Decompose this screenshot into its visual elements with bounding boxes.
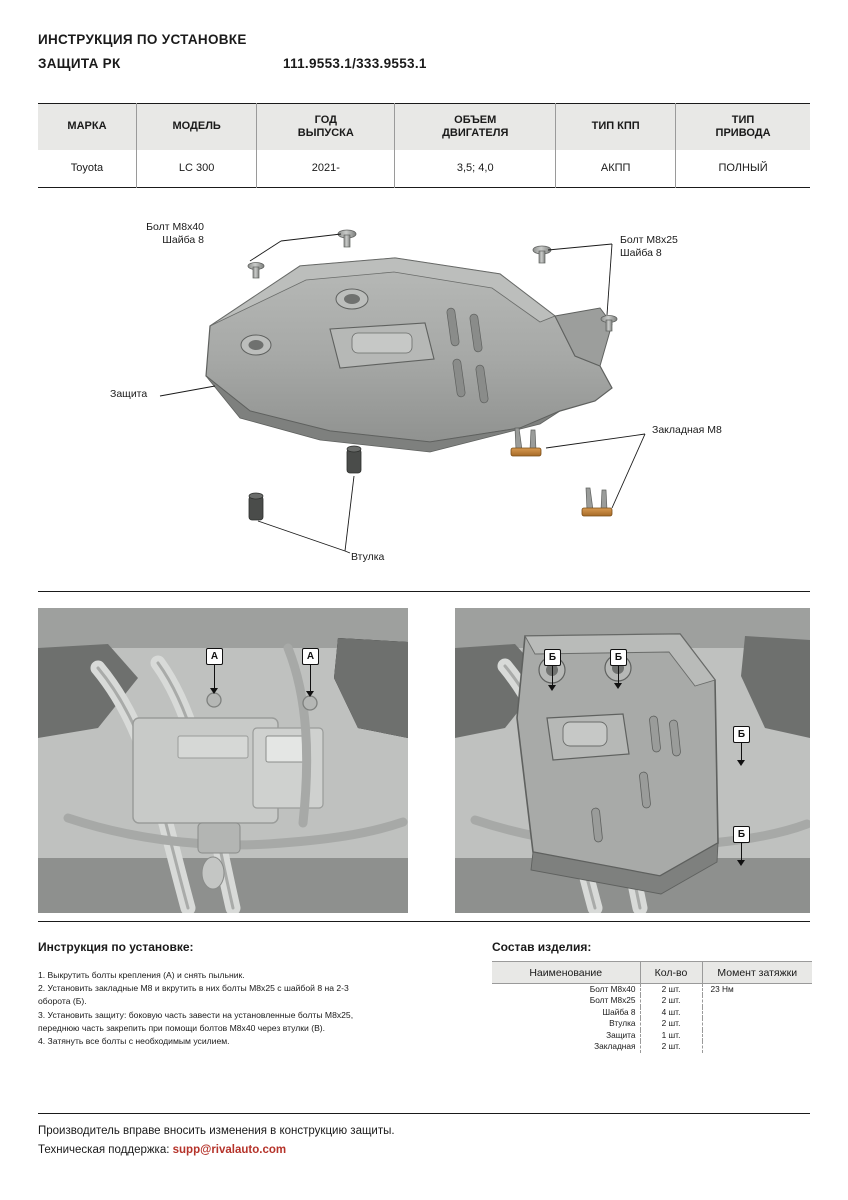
part-torque: 23 Нм [710, 984, 734, 994]
part-torque [702, 995, 812, 1007]
marker-leader-a-2 [310, 665, 311, 693]
photo-before-installation [38, 608, 408, 913]
photo-marker-a-2: A [302, 648, 319, 665]
spec-value-transmission: АКПП [556, 150, 676, 188]
footer-support-label: Техническая поддержка: [38, 1144, 170, 1156]
part-qty: 2 шт. [640, 984, 702, 996]
header-subtitle-row [38, 56, 810, 71]
instruction-step: 4. Затянуть все болты с необходимым усилием. [38, 1036, 230, 1047]
part-name: Защита [492, 1030, 640, 1042]
instruction-step: 2. Установить закладные М8 и вкрутить в них болты М8х25 с шайбой 8 на 2-3 [38, 983, 349, 994]
divider-bottom-photos [38, 921, 810, 922]
instruction-step: 3. Установить защиту: боковую часть завести на установленные болты М8х25, [38, 1009, 354, 1020]
product-code: 111.9553.1/333.9553.1 [283, 56, 427, 71]
document-footer [38, 1122, 810, 1160]
instruction-step-cont: оборота (Б). [38, 996, 87, 1007]
installation-instructions [38, 940, 468, 1048]
part-torque [702, 1030, 812, 1042]
spec-header-brand: МАРКА [38, 104, 136, 150]
parts-row [492, 1030, 812, 1042]
parts-row [492, 984, 812, 996]
part-name: Закладная [492, 1041, 640, 1053]
parts-row [492, 1007, 812, 1019]
vehicle-spec-table [38, 103, 810, 188]
footer-support-row [38, 1141, 810, 1160]
spec-value-engine: 3,5; 4,0 [395, 150, 556, 188]
spec-header-transmission: ТИП КПП [556, 104, 676, 150]
spec-header-year: ГОД ВЫПУСКА [257, 104, 395, 150]
marker-arrow-b-3 [737, 760, 745, 766]
label-shield: Защита [110, 388, 148, 400]
parts-header-row [492, 962, 812, 984]
spec-header-engine: ОБЪЕМ ДВИГАТЕЛЯ [395, 104, 556, 150]
spec-value-brand: Toyota [38, 150, 136, 188]
product-name: ЗАЩИТА РК [38, 56, 121, 71]
parts-row [492, 995, 812, 1007]
instruction-step: 1. Выкрутить болты крепления (А) и снять пыльник. [38, 970, 245, 980]
photo-marker-a-1: A [206, 648, 223, 665]
divider-top-photos [38, 591, 810, 592]
parts-list-section [492, 940, 812, 1053]
support-email-link[interactable]: supp@rivalauto.com [172, 1144, 287, 1156]
part-qty: 1 шт. [640, 1030, 702, 1042]
part-torque [702, 1007, 812, 1019]
part-name: Шайба 8 [492, 1007, 640, 1019]
marker-arrow-a-1 [210, 688, 218, 694]
part-qty: 2 шт. [640, 995, 702, 1007]
parts-row [492, 1041, 812, 1053]
instructions-title: Инструкция по установке: [38, 940, 194, 954]
part-torque [702, 1041, 812, 1053]
skid-plate-graphic [206, 258, 612, 452]
photo-marker-b-4: Б [733, 826, 750, 843]
spec-value-model: LC 300 [136, 150, 256, 188]
parts-header-name: Наименование [492, 962, 640, 984]
photo-marker-b-2: Б [610, 649, 627, 666]
spec-value-drive: ПОЛНЫЙ [676, 150, 810, 188]
parts-table [492, 961, 812, 1053]
photo-after-installation [455, 608, 810, 913]
part-qty: 2 шт. [640, 1041, 702, 1053]
photo-marker-b-1: Б [544, 649, 561, 666]
parts-header-qty: Кол-во [640, 962, 702, 984]
label-embedded-nut: Закладная M8 [652, 424, 722, 436]
parts-header-torque: Момент затяжки [702, 962, 812, 984]
part-qty: 2 шт. [640, 1018, 702, 1030]
instructions-body [38, 969, 468, 1048]
photo-marker-b-3: Б [733, 726, 750, 743]
photo-right-svg [455, 608, 810, 913]
table-header-row [38, 104, 810, 150]
parts-title: Состав изделия: [492, 940, 592, 954]
spec-value-year: 2021- [257, 150, 395, 188]
marker-arrow-b-4 [737, 860, 745, 866]
label-bolt-m8x25: Болт M8x25 Шайба 8 [620, 234, 678, 259]
part-qty: 4 шт. [640, 1007, 702, 1019]
label-bolt-m8x40: Болт M8x40 Шайба 8 [146, 221, 204, 246]
spec-header-model: МОДЕЛЬ [136, 104, 256, 150]
page-title: ИНСТРУКЦИЯ ПО УСТАНОВКЕ [38, 32, 247, 47]
label-bushing: Втулка [351, 551, 385, 563]
marker-arrow-a-2 [306, 691, 314, 697]
marker-arrow-b-2 [614, 683, 622, 689]
table-row [38, 150, 810, 188]
document-header [38, 32, 810, 71]
footer-disclaimer: Производитель вправе вносить изменения в конструкцию защиты. [38, 1125, 395, 1137]
part-name: Болт М8х40 [492, 984, 640, 996]
divider-footer [38, 1113, 810, 1114]
spec-header-drive: ТИП ПРИВОДА [676, 104, 810, 150]
part-torque [702, 1018, 812, 1030]
instruction-step-cont: переднюю часть закрепить при помощи болтов М8х40 через втулки (В). [38, 1022, 326, 1033]
parts-row [492, 1018, 812, 1030]
part-name: Втулка [492, 1018, 640, 1030]
exploded-diagram [0, 196, 848, 588]
marker-arrow-b-1 [548, 685, 556, 691]
photo-left-svg [38, 608, 408, 913]
part-name: Болт М8х25 [492, 995, 640, 1007]
bushing-group [249, 446, 361, 520]
